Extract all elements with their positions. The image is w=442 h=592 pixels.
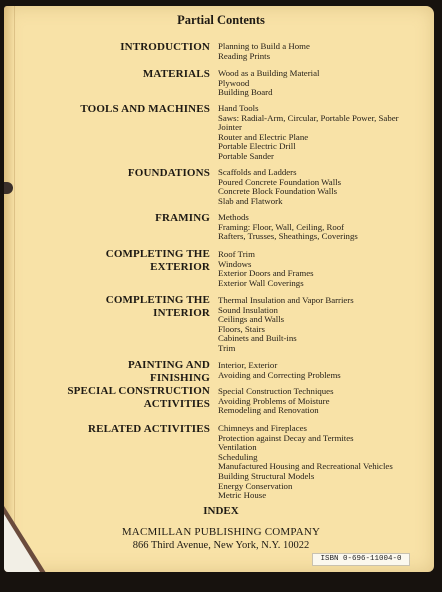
section-items <box>218 296 354 354</box>
list-item: Special Construction Techniques <box>218 386 334 396</box>
section-items <box>218 168 341 206</box>
section-heading: PAINTING AND FINISHING <box>128 359 210 384</box>
section-items <box>218 104 399 162</box>
section-heading: MATERIALS <box>142 68 210 80</box>
list-item: Framing: Floor, Wall, Ceiling, Roof <box>218 221 345 232</box>
list-item: Slab and Flatwork <box>218 195 283 206</box>
section-items <box>218 250 314 288</box>
list-item: Saws: Radial-Arm, Circular, Portable Power, Saber <box>218 112 399 123</box>
section-heading: TOOLS AND MACHINES <box>80 103 210 115</box>
list-item: Thermal Insulation and Vapor Barriers <box>218 295 354 305</box>
list-item: Protection against Decay and Termites <box>218 432 354 443</box>
list-item: Energy Conservation <box>218 480 293 491</box>
list-item: Trim <box>218 342 236 353</box>
section-items <box>218 387 334 416</box>
list-item: Wood as a Building Material <box>218 68 320 78</box>
section-items <box>218 213 358 242</box>
section-heading: RELATED ACTIVITIES <box>87 423 210 435</box>
list-item: Building Structural Models <box>218 470 315 481</box>
section-items <box>218 424 393 501</box>
list-item: Plywood <box>218 77 250 88</box>
list-item: Avoiding Problems of Moisture <box>218 395 330 406</box>
list-item: Portable Sander <box>218 150 274 161</box>
list-item: Exterior Doors and Frames <box>218 268 314 279</box>
list-item: Metric House <box>218 490 267 501</box>
list-item: Poured Concrete Foundation Walls <box>218 176 342 187</box>
section-items <box>218 361 341 380</box>
isbn-sticker: ISBN 0-696-11004-0 <box>312 553 410 566</box>
publisher-name: MACMILLAN PUBLISHING COMPANY <box>121 526 321 538</box>
section-heading: SPECIAL CONSTRUCTION ACTIVITIES <box>67 385 210 410</box>
list-item: Avoiding and Correcting Problems <box>218 369 341 380</box>
section-heading: COMPLETING THE INTERIOR <box>105 294 210 319</box>
list-item: Router and Electric Plane <box>218 131 309 142</box>
section-items <box>218 42 310 61</box>
list-item: Reading Prints <box>218 50 271 61</box>
index-heading: INDEX <box>203 505 239 517</box>
list-item: Planning to Build a Home <box>218 41 310 51</box>
section-heading: FRAMING <box>155 212 210 224</box>
list-item: Remodeling and Renovation <box>218 405 319 416</box>
list-item: Building Board <box>218 87 273 98</box>
list-item: Concrete Block Foundation Walls <box>218 186 338 197</box>
list-item: Jointer <box>218 122 242 133</box>
list-item: Chimneys and Fireplaces <box>218 423 307 433</box>
section-heading: COMPLETING THE EXTERIOR <box>105 248 210 273</box>
list-item: Ventilation <box>218 442 257 453</box>
list-item: Windows <box>218 258 252 269</box>
list-item: Floors, Stairs <box>218 323 265 334</box>
list-item: Exterior Wall Coverings <box>218 277 304 288</box>
spine-crease <box>14 6 15 572</box>
list-item: Sound Insulation <box>218 304 278 315</box>
list-item: Hand Tools <box>218 103 259 113</box>
list-item: Scaffolds and Ladders <box>218 167 297 177</box>
list-item: Scheduling <box>218 451 258 462</box>
cover-edge-wear <box>4 6 14 572</box>
section-heading: INTRODUCTION <box>120 41 210 53</box>
list-item: Interior, Exterior <box>218 360 278 370</box>
section-items <box>218 69 319 98</box>
page-title: Partial Contents <box>177 13 265 27</box>
list-item: Roof Trim <box>218 249 255 259</box>
publisher-address: 866 Third Avenue, New York, N.Y. 10022 <box>132 540 310 551</box>
list-item: Manufactured Housing and Recreational Vehicles <box>218 461 393 472</box>
section-heading: FOUNDATIONS <box>127 167 210 179</box>
list-item: Methods <box>218 212 249 222</box>
list-item: Ceilings and Walls <box>218 314 285 325</box>
list-item: Rafters, Trusses, Sheathings, Coverings <box>218 231 358 242</box>
list-item: Cabinets and Built-ins <box>218 333 297 344</box>
list-item: Portable Electric Drill <box>218 141 296 152</box>
